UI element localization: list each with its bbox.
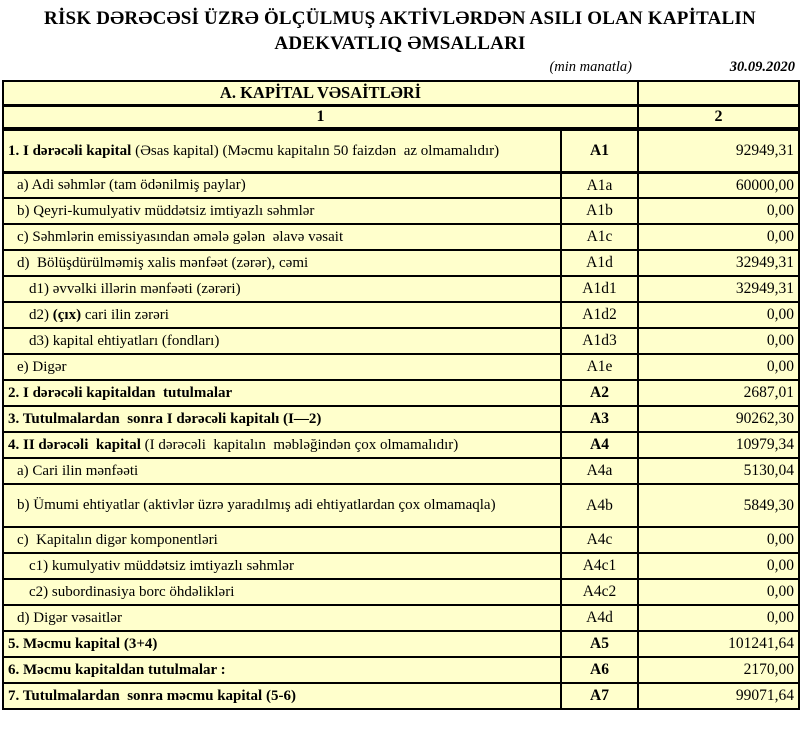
row-code: A1 [561, 129, 638, 172]
row-label-part: d) Bölüşdürülməmiş xalis mənfəət (zərər), cəmi [17, 254, 309, 271]
row-label-part: d) Digər vəsaitlər [17, 609, 122, 626]
row-code: A1a [561, 172, 638, 198]
row-code: A1d3 [561, 328, 638, 354]
table-row [3, 657, 799, 683]
row-value: 0,00 [638, 302, 799, 328]
unit-note: (min manatla) [549, 59, 632, 76]
table-row [3, 276, 799, 302]
row-label [3, 683, 561, 709]
row-value: 10979,34 [638, 432, 799, 458]
row-label [3, 631, 561, 657]
row-code: A4c1 [561, 553, 638, 579]
row-code: A4b [561, 484, 638, 527]
table-row [3, 484, 799, 527]
row-label-bold-part: 1. I dərəcəli kapital [8, 142, 132, 159]
row-code: A2 [561, 380, 638, 406]
row-code: A4a [561, 458, 638, 484]
row-value: 99071,64 [638, 683, 799, 709]
row-label-bold-part: 6. Məcmu kapitaldan tutulmalar : [8, 661, 226, 678]
meta-row [0, 59, 795, 76]
row-value: 5849,30 [638, 484, 799, 527]
table-row [3, 250, 799, 276]
row-value: 0,00 [638, 553, 799, 579]
table-row [3, 527, 799, 553]
row-label [3, 484, 561, 527]
table-row [3, 631, 799, 657]
row-label-bold-part: (çıx) [52, 306, 82, 323]
row-label [3, 380, 561, 406]
row-label [3, 302, 561, 328]
table-row [3, 683, 799, 709]
row-label-part: d3) kapital ehtiyatları (fondları) [29, 332, 220, 349]
table-row [3, 172, 799, 198]
report-date: 30.09.2020 [729, 59, 795, 76]
row-label-part: c1) kumulyativ müddətsiz imtiyazlı səhmlər [29, 557, 294, 574]
page-title: RİSK DƏRƏCƏSİ ÜZRƏ ÖLÇÜLMUŞ AKTİVLƏRDƏN ASILI OLAN KAPİTALIN ADEKVATLIQ ƏMSALLARI [44, 8, 756, 54]
row-value: 0,00 [638, 198, 799, 224]
row-label-part: c) Səhmlərin emissiyasından əmələ gələn əlavə vəsait [17, 228, 344, 245]
row-label [3, 224, 561, 250]
table-row [3, 406, 799, 432]
row-label [3, 657, 561, 683]
row-code: A1d [561, 250, 638, 276]
row-code: A1c [561, 224, 638, 250]
row-label-bold-part: 3. Tutulmalardan sonra I dərəcəli kapitalı (I—2) [8, 410, 322, 427]
row-code: A3 [561, 406, 638, 432]
row-label [3, 198, 561, 224]
row-label-part: c2) subordinasiya borc öhdəlikləri [29, 583, 235, 600]
row-code: A4 [561, 432, 638, 458]
row-label [3, 250, 561, 276]
row-label-part: e) Digər [17, 358, 67, 375]
table-row [3, 432, 799, 458]
row-label-part: cari ilin zərəri [81, 306, 169, 323]
section-header-empty-cell [638, 81, 799, 106]
section-header: A. KAPİTAL VƏSAİTLƏRİ [3, 81, 638, 106]
row-value: 101241,64 [638, 631, 799, 657]
row-label-bold-part: 2. I dərəcəli kapitaldan tutulmalar [8, 384, 233, 401]
row-value: 0,00 [638, 354, 799, 380]
row-code: A7 [561, 683, 638, 709]
capital-table [2, 80, 800, 710]
table-row [3, 328, 799, 354]
row-label [3, 354, 561, 380]
table-row [3, 458, 799, 484]
row-label-bold-part: 4. II dərəcəli kapital [8, 436, 141, 453]
table-body [3, 129, 799, 709]
row-code: A4c2 [561, 579, 638, 605]
row-value: 0,00 [638, 605, 799, 631]
row-value: 0,00 [638, 224, 799, 250]
row-code: A4c [561, 527, 638, 553]
row-value: 60000,00 [638, 172, 799, 198]
row-code: A4d [561, 605, 638, 631]
row-label [3, 432, 561, 458]
row-label [3, 579, 561, 605]
row-label [3, 406, 561, 432]
report-page [0, 7, 800, 710]
col-number-1: 1 [3, 106, 638, 130]
table-row [3, 579, 799, 605]
row-value: 5130,04 [638, 458, 799, 484]
row-label-part: (I dərəcəli kapitalın məbləğindən çox olmamalıdır) [140, 436, 459, 453]
row-label [3, 527, 561, 553]
row-code: A1d2 [561, 302, 638, 328]
row-label-part: a) Cari ilin mənfəəti [17, 462, 139, 479]
row-label-part: (Əsas kapital) (Məcmu kapitalın 50 faizdən az olmamalıdır) [131, 142, 500, 159]
row-label-part: d2) [29, 306, 53, 323]
column-number-row [3, 106, 799, 130]
row-code: A5 [561, 631, 638, 657]
row-value: 92949,31 [638, 129, 799, 172]
row-value: 2687,01 [638, 380, 799, 406]
row-label-bold-part: 7. Tutulmalardan sonra məcmu kapital (5-6) [8, 687, 296, 704]
row-label-part: c) Kapitalın digər komponentləri [17, 531, 218, 548]
row-value: 0,00 [638, 328, 799, 354]
row-label-part: a) Adi səhmlər (tam ödənilmiş paylar) [17, 177, 246, 194]
row-code: A1d1 [561, 276, 638, 302]
row-value: 2170,00 [638, 657, 799, 683]
row-label [3, 553, 561, 579]
row-label [3, 328, 561, 354]
row-code: A1b [561, 198, 638, 224]
table-row [3, 553, 799, 579]
row-value: 0,00 [638, 527, 799, 553]
section-header-row [3, 81, 799, 106]
table-row [3, 354, 799, 380]
row-label [3, 605, 561, 631]
table-row [3, 224, 799, 250]
table-row [3, 198, 799, 224]
table-row [3, 302, 799, 328]
row-label-part: d1) əvvəlki illərin mənfəəti (zərəri) [29, 280, 241, 297]
row-label [3, 172, 561, 198]
row-value: 32949,31 [638, 250, 799, 276]
row-label-bold-part: 5. Məcmu kapital (3+4) [8, 635, 158, 652]
row-label-part: b) Ümumi ehtiyatlar (aktivlər üzrə yaradılmış adi ehtiyatlardan çox olmamaqla) [17, 497, 496, 514]
table-row [3, 380, 799, 406]
table-row [3, 129, 799, 172]
row-value: 90262,30 [638, 406, 799, 432]
row-value: 0,00 [638, 579, 799, 605]
row-label [3, 276, 561, 302]
row-label-part: b) Qeyri-kumulyativ müddətsiz imtiyazlı səhmlər [17, 202, 315, 219]
row-label [3, 458, 561, 484]
row-label [3, 129, 561, 172]
col-number-2: 2 [638, 106, 799, 130]
row-code: A1e [561, 354, 638, 380]
row-value: 32949,31 [638, 276, 799, 302]
table-row [3, 605, 799, 631]
row-code: A6 [561, 657, 638, 683]
